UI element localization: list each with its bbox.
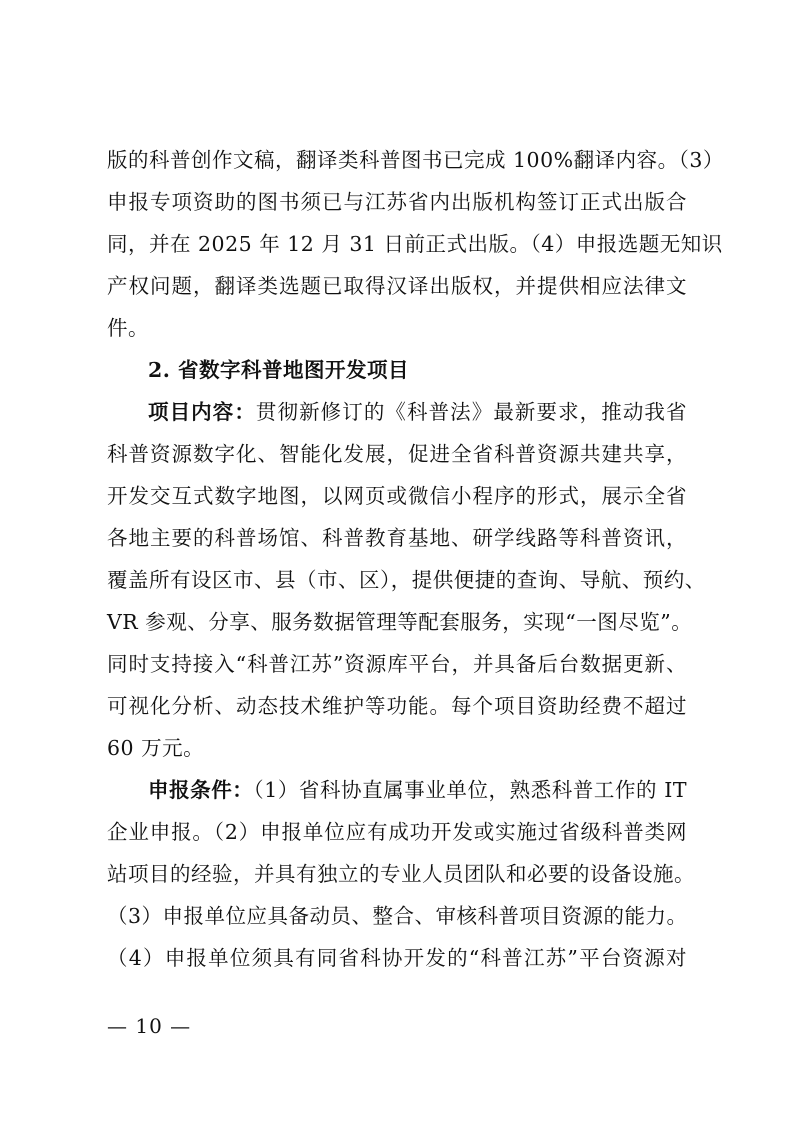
para3-line-1: [148, 770, 687, 810]
para2-line-5: 覆盖所有设区市、县（市、区），提供便捷的查询、导航、预约、: [107, 568, 706, 592]
para1-line-3: 同，并在 2025 年 12 月 31 日前正式出版。（4）申报选题无知识: [107, 232, 723, 256]
para1-line-5: 件。: [107, 316, 149, 340]
para2-line-1: [148, 392, 687, 432]
para2-line-9: 60 万元。: [107, 736, 205, 760]
para2-label: 项目内容：: [148, 400, 256, 424]
para2-line-6: VR 参观、分享、服务数据管理等配套服务，实现“一图尽览”。: [107, 610, 693, 634]
section-heading: 2. 省数字科普地图开发项目: [148, 358, 410, 382]
para3-line-2: 企业申报。（2）申报单位应有成功开发或实施过省级科普类网: [107, 820, 687, 844]
para2-line-3: 开发交互式数字地图，以网页或微信小程序的形式，展示全省: [107, 484, 687, 508]
page-number: — 10 —: [107, 1014, 192, 1038]
para3-first-line-text: （1）省科协直属事业单位，熟悉科普工作的 IT: [253, 778, 687, 802]
para3-line-3: 站项目的经验，并具有独立的专业人员团队和必要的设备设施。: [107, 862, 695, 886]
para1-line-2: 申报专项资助的图书须已与江苏省内出版机构签订正式出版合: [107, 190, 687, 214]
para1-line-1: 版的科普创作文稿，翻译类科普图书已完成 100%翻译内容。（3）: [107, 148, 724, 172]
para3-label: 申报条件：: [148, 778, 254, 802]
para2-line-2: 科普资源数字化、智能化发展，促进全省科普资源共建共享，: [107, 442, 687, 466]
para1-line-4: 产权问题，翻译类选题已取得汉译出版权，并提供相应法律文: [107, 274, 687, 298]
para2-line-4: 各地主要的科普场馆、科普教育基地、研学线路等科普资讯，: [107, 526, 687, 550]
para2-line-7: 同时支持接入“科普江苏”资源库平台，并具备后台数据更新、: [107, 652, 687, 676]
para2-line-8: 可视化分析、动态技术维护等功能。每个项目资助经费不超过: [107, 694, 687, 718]
para3-line-5: （4）申报单位须具有同省科协开发的“科普江苏”平台资源对: [107, 946, 687, 970]
para3-line-4: （3）申报单位应具备动员、整合、审核科普项目资源的能力。: [107, 904, 688, 928]
para2-first-line-text: 贯彻新修订的《科普法》最新要求，推动我省: [255, 400, 688, 424]
